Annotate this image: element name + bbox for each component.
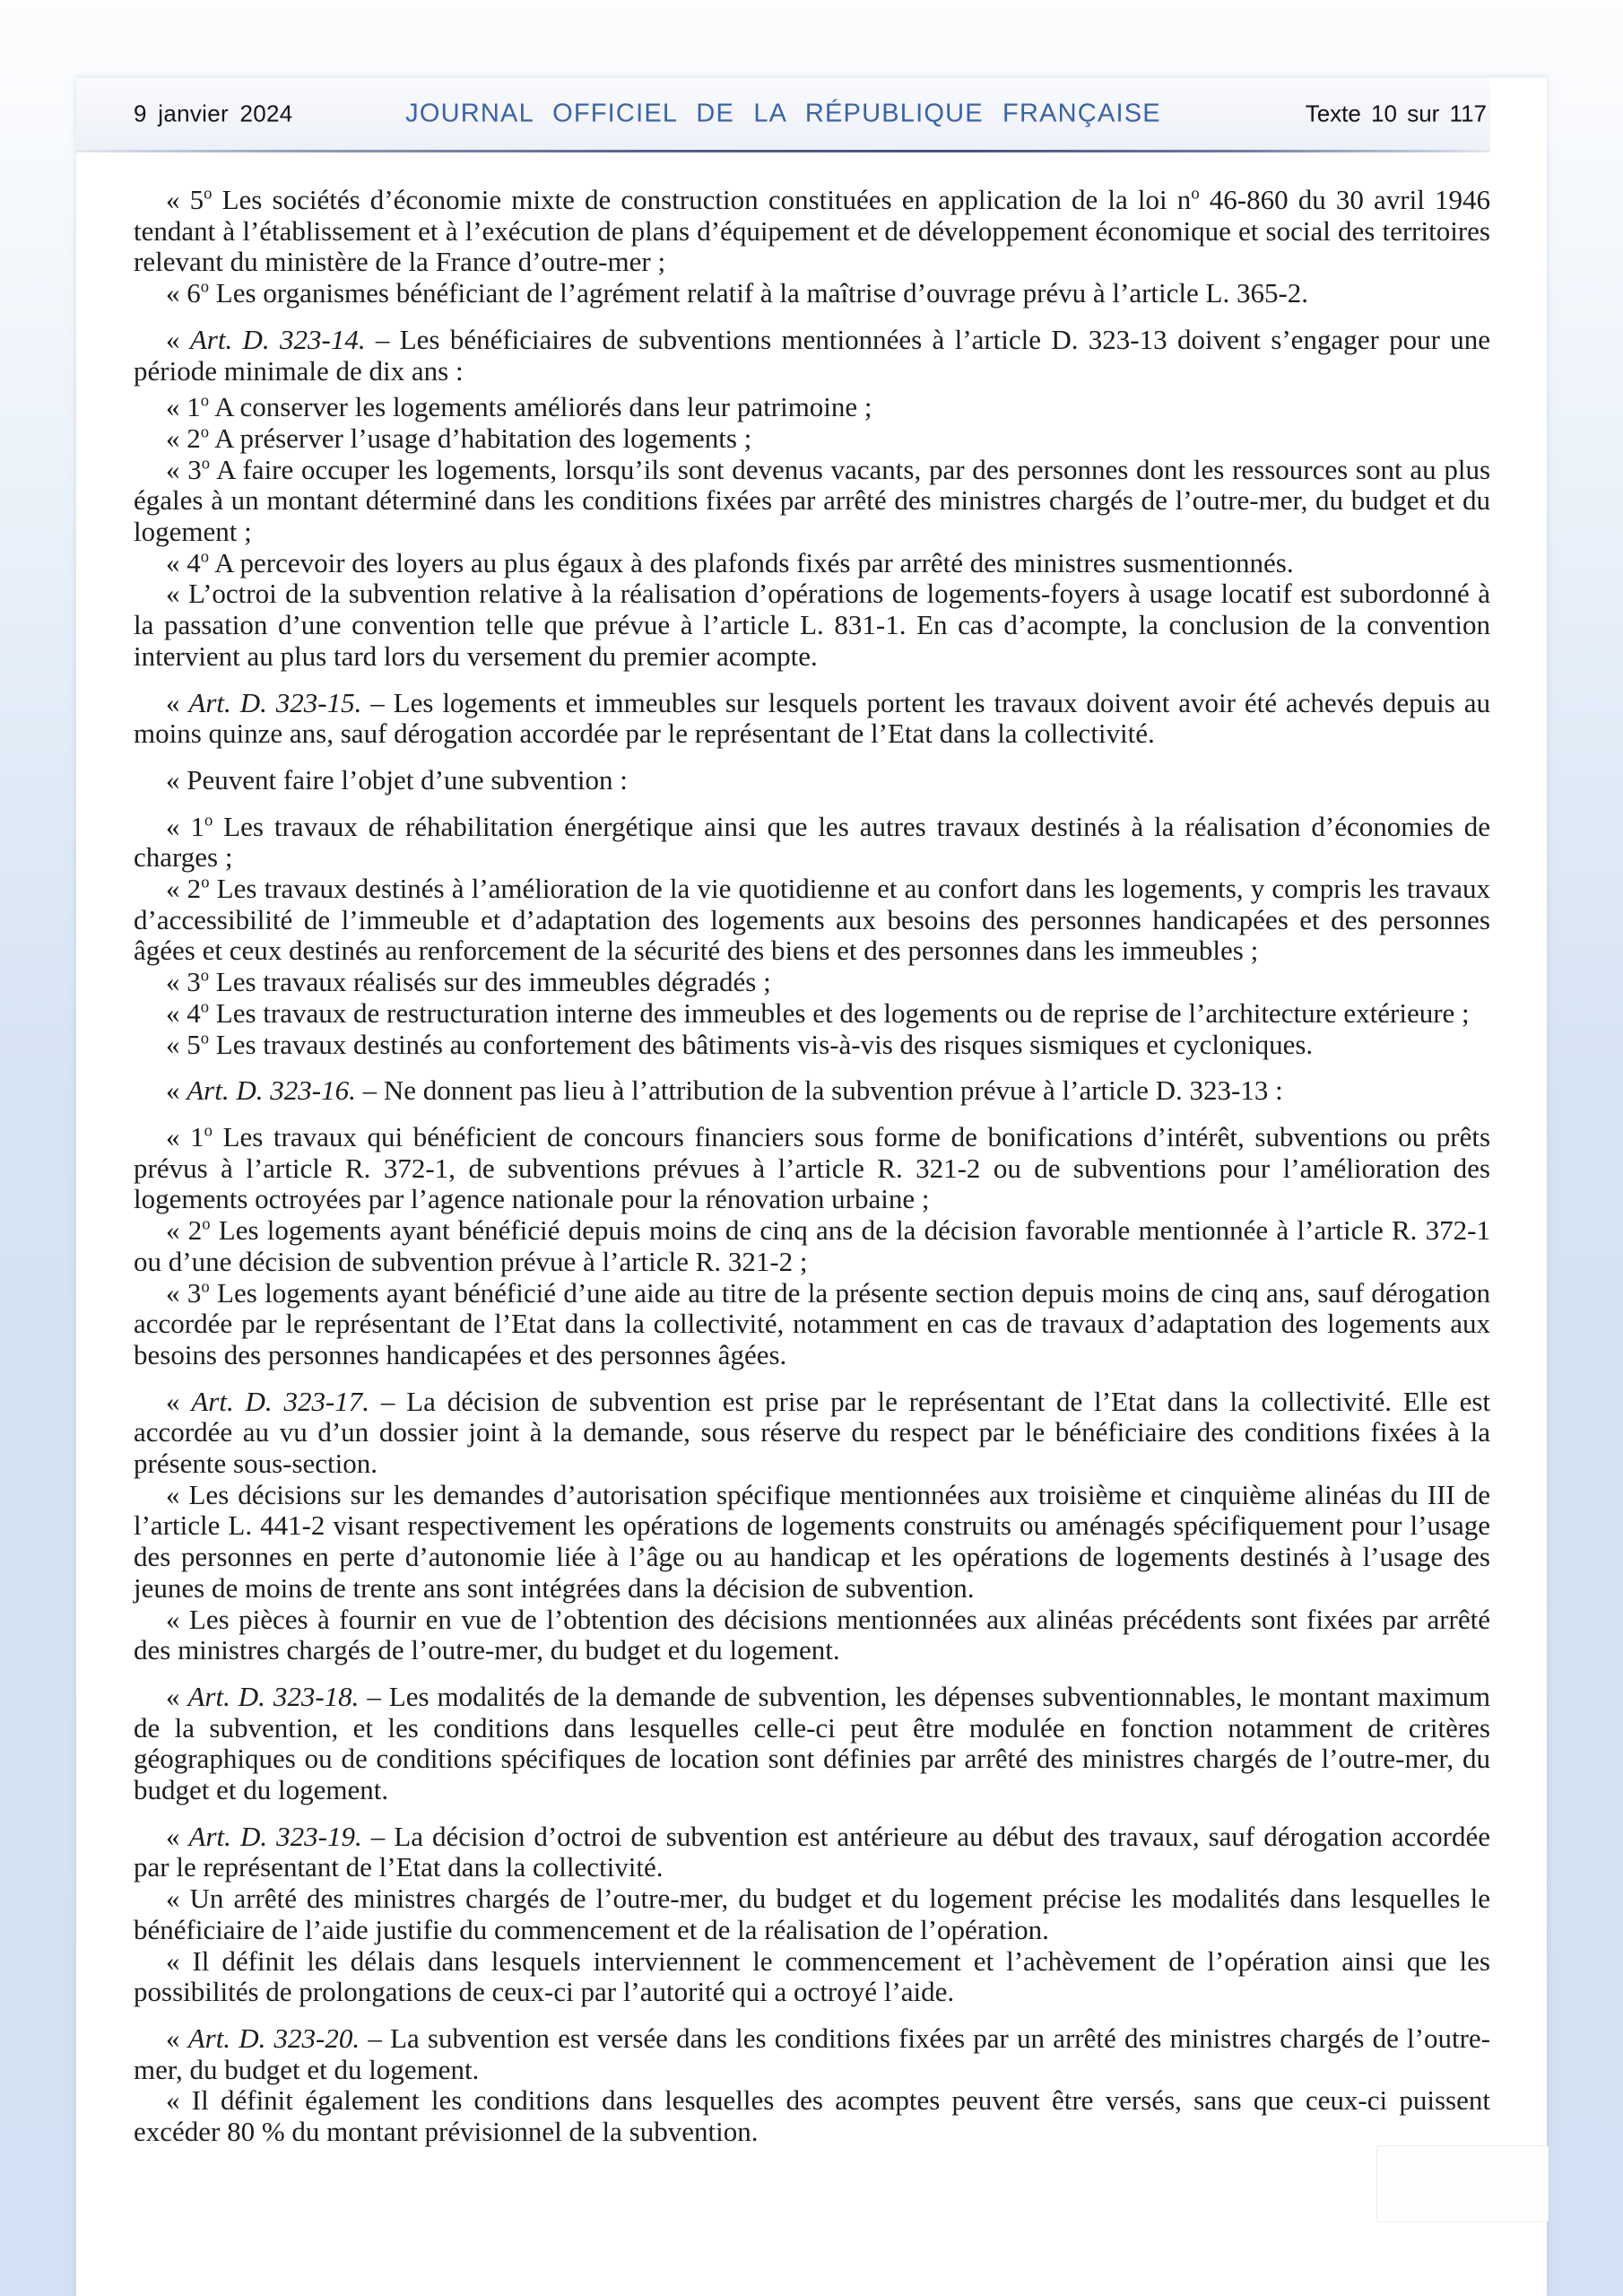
paragraph: « Art. D. 323-17. – La décision de subvention est prise par le représentant de l’Etat dans la collectivité. Elle est accordée au vu d’un dossier joint à la demande, sous réserve du respect par le bénéficiaire des conditions fixées à la présente sous-section.	[134, 1385, 1491, 1480]
paragraph: « Il définit également les conditions dans lesquelles des acomptes peuvent être versés, sans que ceux-ci puissent excéder 80 % du montant prévisionnel de la subvention.	[134, 2084, 1490, 2148]
paragraph: « 3$^o$ A faire occuper les logements, lorsqu’ils sont devenus vacants, par des personnes dont les ressources sont au plus égales à un montant déterminé dans les conditions fixées par arrêté des ministres chargés de l’outre-mer, du budget et du logement ;	[134, 453, 1491, 548]
paragraph: « 6$^o$ Les organismes bénéficiant de l’agrément relatif à la maîtrise d’ouvrage prévu à l’article L. 365-2.	[166, 277, 1309, 309]
paragraph: « Art. D. 323-15. – Les logements et immeubles sur lesquels portent les travaux doivent avoir été achevés depuis au moins quinze ans, sauf dérogation accordée par le représentant de l’Etat dans la collectivité.	[134, 686, 1491, 750]
page-corner-artifact	[1376, 2145, 1549, 2222]
paragraph: « Les pièces à fournir en vue de l’obtention des décisions mentionnées aux alinéas précédents sont fixées par arrêté des ministres chargés de l’outre-mer, du budget et du logement.	[134, 1603, 1490, 1666]
header-rule	[76, 150, 1490, 152]
paragraph: « Art. D. 323-19. – La décision d’octroi de subvention est antérieure au début des travaux, sauf dérogation accordée par le représentant de l’Etat dans la collectivité.	[134, 1820, 1491, 1883]
paragraph: « Il définit les délais dans lesquels interviennent le commencement et l’achèvement de l’opération ainsi que les possibilités de prolongations de ceux-ci par l’autorité qui a octroyé l’aide.	[134, 1944, 1490, 2008]
paragraph: « L’octroi de la subvention relative à la réalisation d’opérations de logements-foyers à usage locatif est subordonné à la passation d’une convention telle que prévue à l’article L. 831-1. En cas d’acompte, la conclusion de la convention intervient au plus tard lors du versement du premier acompte.	[134, 578, 1490, 672]
article-body	[134, 185, 1490, 2148]
paragraph: « 2$^o$ A préserver l’usage d’habitation des logements ;	[166, 422, 752, 454]
paragraph: « Un arrêté des ministres chargés de l’outre-mer, du budget et du logement précise les modalités dans lesquelles le bénéficiaire de l’aide justifie du commencement et de la réalisation de l’opération.	[134, 1883, 1490, 1945]
paragraph: « Art. D. 323-20. – La subvention est versée dans les conditions fixées par un arrêté des ministres chargés de l’outre-mer, du budget et du logement.	[134, 2022, 1490, 2085]
header-title: JOURNAL OFFICIEL DE LA RÉPUBLIQUE FRANÇAISE	[405, 99, 1161, 128]
paragraph: « 3$^o$ Les logements ayant bénéficié d’une aide au titre de la présente section depuis moins de cinq ans, sauf dérogation accordée par le représentant de l’Etat dans la collectivité, notamment en cas de travaux d’adaptation des logements aux besoins des personnes handicapées et des personnes âgées.	[134, 1276, 1491, 1370]
header-date: 9 janvier 2024	[134, 100, 293, 127]
paragraph: « Art. D. 323-14. – Les bénéficiaires de subventions mentionnées à l’article D. 323-13 doivent s’engager pour une période minimale de dix ans :	[134, 323, 1491, 387]
header-text-ref: Texte 10 sur 117	[1305, 100, 1487, 127]
paragraph: « 4$^o$ A percevoir des loyers au plus égaux à des plafonds fixés par arrêté des ministres susmentionnés.	[166, 546, 1294, 578]
paragraph: « 1$^o$ A conserver les logements améliorés dans leur patrimoine ;	[166, 391, 872, 423]
paragraph: « Art. D. 323-18. – Les modalités de la demande de subvention, les dépenses subventionnables, le montant maximum de la subvention, et les conditions dans lesquelles celle-ci peut être modulée en fonction notamment de critères géographiques ou de conditions spécifiques de location sont définies par arrêté des ministres chargés de l’outre-mer, du budget et du logement.	[134, 1680, 1491, 1806]
page-header	[76, 78, 1490, 150]
journal-page	[76, 77, 1547, 2296]
paragraph: « 2$^o$ Les logements ayant bénéficié depuis moins de cinq ans de la décision favorable mentionnée à l’article R. 372-1 ou d’une décision de subvention prévue à l’article R. 321-2 ;	[134, 1214, 1490, 1277]
paragraph: « Peuvent faire l’objet d’une subvention :	[166, 763, 628, 796]
paragraph: « 1$^o$ Les travaux qui bénéficient de concours financiers sous forme de bonifications d’intérêt, subventions ou prêts prévus à l’article R. 372-1, de subventions prévues à l’article R. 321-2 ou de subventions pour l’amélioration des logements octroyées par l’agence nationale pour la rénovation urbaine ;	[134, 1120, 1491, 1215]
paragraph: « 5$^o$ Les sociétés d’économie mixte de construction constituées en application de la loi $n^o$ 46-860 du 30 avril 1946 tendant à l’établissement et à l’exécution de plans d’équipement et de développement économique et social des territoires relevant du ministère de la France d’outre-mer ;	[134, 184, 1490, 278]
paragraph: « 2$^o$ Les travaux destinés à l’amélioration de la vie quotidienne et au confort dans les logements, y compris les travaux d’accessibilité de l’immeuble et d’adaptation des logements aux besoins des personnes handicapées et des personnes âgées et ceux destinés au renforcement de la sécurité des biens et des personnes dans les immeubles ;	[134, 873, 1491, 967]
paragraph: « 3$^o$ Les travaux réalisés sur des immeubles dégradés ;	[166, 966, 771, 998]
paragraph: « Art. D. 323-16. – Ne donnent pas lieu à l’attribution de la subvention prévue à l’article D. 323-13 :	[166, 1074, 1283, 1107]
paragraph: « 4$^o$ Les travaux de restructuration interne des immeubles et des logements ou de reprise de l’architecture extérieure ;	[166, 996, 1470, 1029]
paragraph: « Les décisions sur les demandes d’autorisation spécifique mentionnées aux troisième et cinquième alinéas du III de l’article L. 441-2 visant respectivement les opérations de logements construits ou aménagés spécifiquement pour l’usage des personnes en perte d’autonomie liée à l’âge ou au handicap et les opérations de logements destinés à l’usage des jeunes de moins de trente ans sont intégrées dans la décision de subvention.	[134, 1478, 1490, 1604]
paragraph: « 5$^o$ Les travaux destinés au confortement des bâtiments vis-à-vis des risques sismiques et cycloniques.	[166, 1028, 1314, 1060]
paragraph: « 1$^o$ Les travaux de réhabilitation énergétique ainsi que les autres travaux destinés à la réalisation d’économies de charges ;	[134, 810, 1490, 874]
